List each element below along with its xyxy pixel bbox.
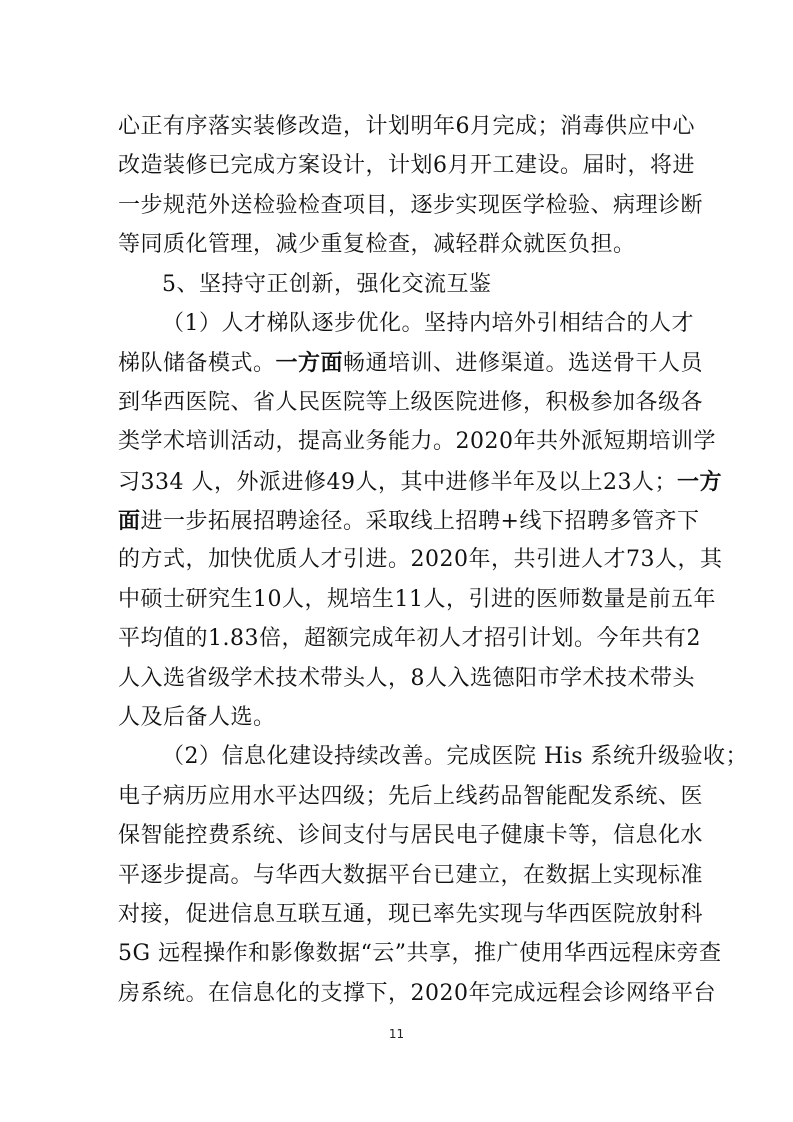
body-line-8 xyxy=(118,388,704,418)
text-segment: 保智能控费系统、诊间支付与居民电子健康卡等，信息化水 xyxy=(118,823,704,849)
body-line-5 xyxy=(162,270,678,300)
text-segment: 一步规范外送检验检查项目，逐步实现医学检验、病理诊断 xyxy=(118,192,704,218)
text-segment: （2）信息化建设持续改善。完成医院 His 系统升级验收； xyxy=(162,744,748,770)
text-segment: 梯队储备模式。 xyxy=(118,351,276,377)
emphasis-text: 一方 xyxy=(676,468,722,495)
text-segment: （1）人才梯队逐步优化。坚持内培外引相结合的人才 xyxy=(162,311,694,336)
text-segment: 对接，促进信息互联互通，现已率先实现与华西医院放射科 xyxy=(118,902,704,927)
body-line-23 xyxy=(118,979,716,1009)
body-line-12 xyxy=(118,545,723,575)
body-line-11 xyxy=(118,506,700,536)
body-line-22 xyxy=(118,939,722,969)
body-line-18 xyxy=(118,782,704,812)
body-line-10 xyxy=(118,467,722,497)
body-line-19 xyxy=(118,821,704,851)
text-segment: 类学术培训活动，提高业务能力。2020年共外派短期培训学 xyxy=(118,429,716,455)
body-line-2 xyxy=(118,151,695,181)
body-line-21 xyxy=(118,900,704,930)
body-line-3 xyxy=(118,191,704,221)
body-line-16 xyxy=(118,703,678,733)
text-segment: 等同质化管理，减少重复检查，减轻群众就医负担。 xyxy=(118,232,636,258)
text-segment: 平逐步提高。与华西大数据平台已建立，在数据上实现标准 xyxy=(118,862,704,888)
body-line-20 xyxy=(118,861,704,891)
text-segment: 改造装修已完成方案设计，计划6月开工建设。届时，将进 xyxy=(118,153,695,179)
text-segment: 人入选省级学术技术带头人，8人入选德阳市学术技术带头 xyxy=(118,665,695,691)
emphasis-text: 一方面 xyxy=(275,350,344,377)
text-segment: 中硕士研究生10人，规培生11人，引进的医师数量是前五年 xyxy=(118,586,716,612)
emphasis-text: 面 xyxy=(118,508,141,534)
text-segment: 5G 远程操作和影像数据“云”共享，推广使用华西远程床旁查 xyxy=(118,941,722,967)
text-segment: 平均值的1.83倍，超额完成年初人才招引计划。今年共有2 xyxy=(118,626,701,652)
body-line-15 xyxy=(118,664,695,694)
body-line-4 xyxy=(118,230,678,260)
body-line-1 xyxy=(118,112,695,142)
text-segment: 的方式，加快优质人才引进。2020年，共引进人才73人，其 xyxy=(118,547,723,573)
text-segment: 人及后备人选。 xyxy=(118,705,276,730)
text-segment: 进一步拓展招聘途径。采取线上招聘+线下招聘多管齐下 xyxy=(140,509,700,534)
text-segment: 电子病历应用水平达四级；先后上线药品智能配发系统、医 xyxy=(118,783,704,809)
body-line-17 xyxy=(162,742,748,772)
text-segment: 到华西医院、省人民医院等上级医院进修，积极参加各级各 xyxy=(118,389,704,415)
body-line-14 xyxy=(118,624,701,654)
text-segment: 畅通培训、进修渠道。选送骨干人员 xyxy=(343,351,704,377)
text-segment: 5、坚持守正创新，强化交流互鉴 xyxy=(162,271,492,297)
body-line-13 xyxy=(118,585,716,615)
body-line-7 xyxy=(118,348,704,378)
body-line-6 xyxy=(162,309,694,339)
body-line-9 xyxy=(118,427,716,457)
text-segment: 心正有序落实装修改造，计划明年6月完成；消毒供应中心 xyxy=(118,114,695,139)
page-number: 11 xyxy=(388,1027,405,1041)
text-segment: 习334 人，外派进修49人，其中进修半年及以上23人； xyxy=(118,469,677,495)
text-segment: 房系统。在信息化的支撑下，2020年完成远程会诊网络平台 xyxy=(118,980,716,1006)
